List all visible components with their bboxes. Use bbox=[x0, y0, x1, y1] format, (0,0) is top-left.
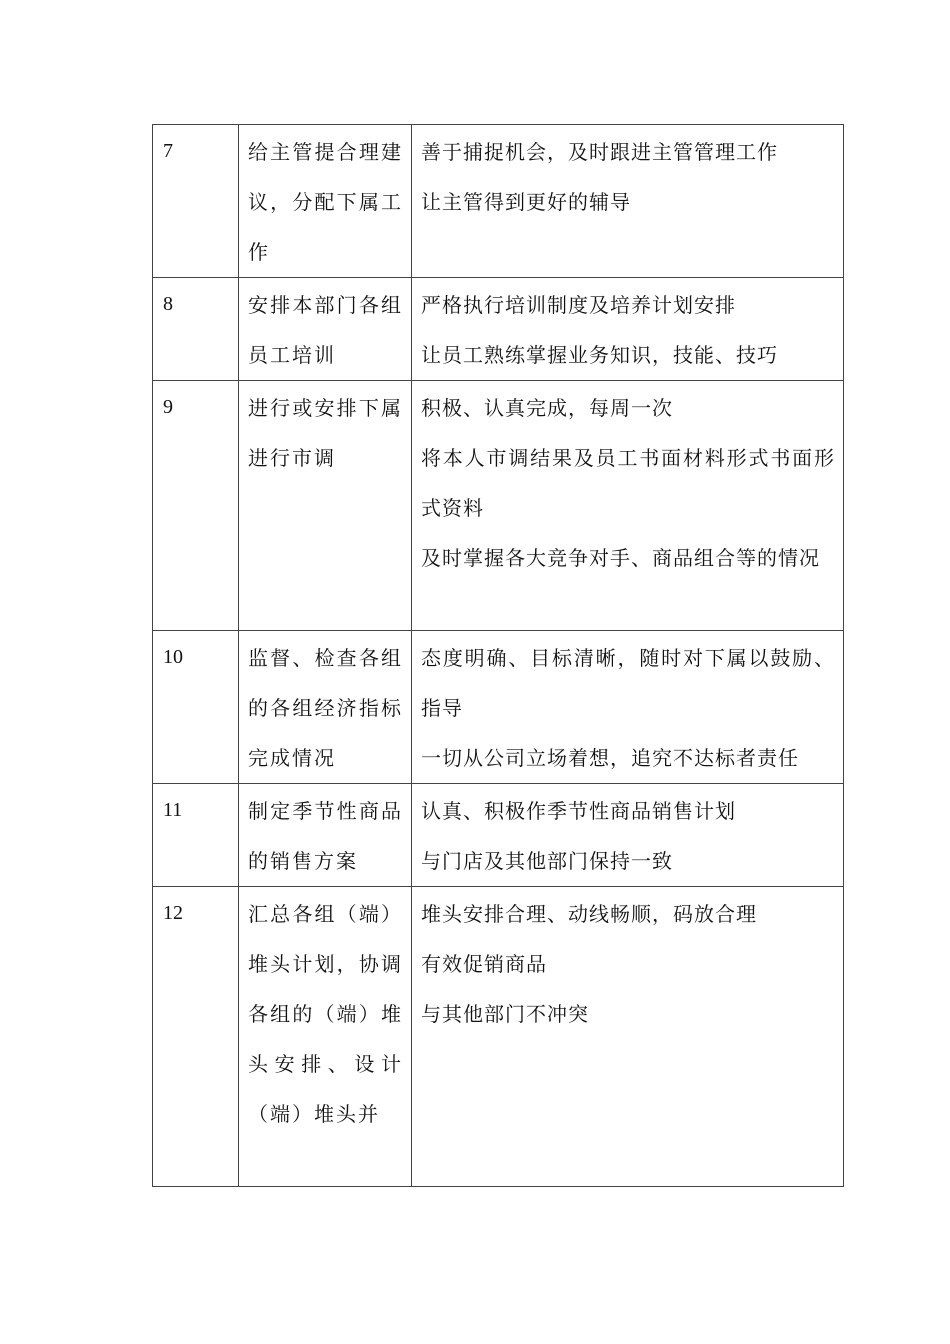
standard-item: 态度明确、目标清晰，随时对下属以鼓励、指导 bbox=[421, 646, 835, 720]
standard-item: 与其他部门不冲突 bbox=[421, 1002, 589, 1026]
standard-item: 严格执行培训制度及培养计划安排 bbox=[421, 293, 736, 317]
standard-item: 善于捕捉机会，及时跟进主管管理工作 bbox=[421, 140, 778, 164]
standard-item: 积极、认真完成，每周一次 bbox=[421, 396, 673, 420]
standard-item: 与门店及其他部门保持一致 bbox=[421, 849, 673, 873]
row-number: 11 bbox=[153, 784, 239, 887]
task-description: 监督、检查各组的各组经济指标完成情况 bbox=[248, 646, 403, 770]
standard-item: 让主管得到更好的辅导 bbox=[421, 190, 631, 214]
task-description: 汇总各组（端）堆头计划，协调各组的（端）堆头安排、设计（端）堆头并 bbox=[248, 902, 403, 1126]
task-description: 进行或安排下属进行市调 bbox=[248, 396, 403, 470]
standard-item: 将本人市调结果及员工书面材料形式书面形式资料 bbox=[421, 446, 835, 520]
standard-item: 堆头安排合理、动线畅顺，码放合理 bbox=[421, 902, 757, 926]
table-row bbox=[153, 381, 844, 631]
row-number: 8 bbox=[153, 278, 239, 381]
row-number: 12 bbox=[153, 887, 239, 1187]
task-description: 安排本部门各组员工培训 bbox=[248, 293, 403, 367]
table-row bbox=[153, 125, 844, 278]
row-number: 9 bbox=[153, 381, 239, 631]
row-number: 7 bbox=[153, 125, 239, 278]
duty-table bbox=[152, 124, 844, 1187]
row-number: 10 bbox=[153, 631, 239, 784]
standard-item: 认真、积极作季节性商品销售计划 bbox=[421, 799, 736, 823]
standard-item: 及时掌握各大竞争对手、商品组合等的情况 bbox=[421, 546, 820, 570]
standard-item: 让员工熟练掌握业务知识，技能、技巧 bbox=[421, 343, 778, 367]
task-description: 制定季节性商品的销售方案 bbox=[248, 799, 403, 873]
standard-item: 有效促销商品 bbox=[421, 952, 547, 976]
standard-item: 一切从公司立场着想，追究不达标者责任 bbox=[421, 746, 799, 770]
task-description: 给主管提合理建议，分配下属工作 bbox=[248, 140, 403, 264]
table-row bbox=[153, 278, 844, 381]
table-row bbox=[153, 631, 844, 784]
table-row bbox=[153, 887, 844, 1187]
table-row bbox=[153, 784, 844, 887]
